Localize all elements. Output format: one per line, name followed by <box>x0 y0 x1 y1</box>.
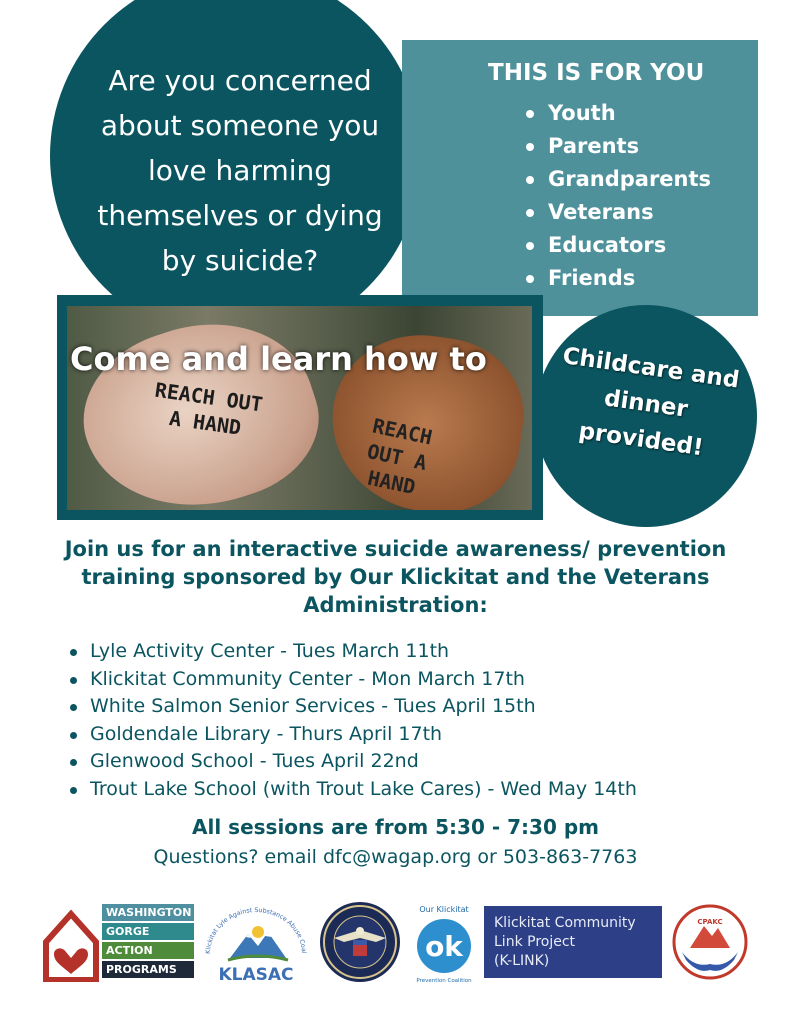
audience-item: Educators <box>522 229 711 262</box>
session-item: Goldendale Library - Thurs April 17th <box>68 721 637 749</box>
session-item: Lyle Activity Center - Tues March 11th <box>68 638 637 666</box>
session-item: White Salmon Senior Services - Tues April 15th <box>68 693 637 721</box>
cta-text: Come and learn how to <box>70 340 487 378</box>
wagap-logo <box>42 902 194 982</box>
audience-item: Grandparents <box>522 163 711 196</box>
audience-list <box>522 97 711 295</box>
klink-text <box>494 914 636 971</box>
session-list <box>68 638 637 803</box>
va-seal <box>320 902 400 982</box>
right-hand-writing: REACH OUT A HAND <box>365 413 435 500</box>
session-item: Klickitat Community Center - Mon March 17th <box>68 666 637 694</box>
cpakc-hands-icon <box>668 902 752 984</box>
session-item: Glenwood School - Tues April 22nd <box>68 748 637 776</box>
wagap-programs: PROGRAMS <box>102 961 194 978</box>
klink-line: (K-LINK) <box>494 953 550 969</box>
intro-text: Join us for an interactive suicide awareness/ prevention training sponsored by Our Klickitat and the Veterans Administration: <box>64 537 727 617</box>
klasac-arc-path: Klickitat Lyle Against Substance Abuse Coal <box>204 906 308 955</box>
our-klickitat-logo <box>410 900 478 984</box>
wagap-washington: WASHINGTON <box>102 904 194 921</box>
left-hand-writing: REACH OUT A HAND <box>153 377 265 440</box>
klink-line: Klickitat Community <box>494 915 636 931</box>
wagap-gorge: GORGE <box>102 923 194 940</box>
audience-item: Veterans <box>522 196 711 229</box>
klasac-text: KLASAC <box>218 965 294 984</box>
headline-question: Are you concerned about someone you love harming themselves or dying by suicide? <box>97 64 383 277</box>
ok-top-text: Our Klickitat <box>419 905 469 914</box>
cpakc-text: CPAKC <box>697 918 723 926</box>
ok-logo-icon <box>410 900 478 984</box>
ok-bottom-text: Prevention Coalition <box>416 978 472 984</box>
klink-line: Link Project <box>494 934 576 950</box>
klink-logo <box>484 906 662 978</box>
childcare-text: Childcare and dinner provided! <box>561 343 741 462</box>
house-heart-icon <box>42 908 100 982</box>
session-item: Trout Lake School (with Trout Lake Cares) - Wed May 14th <box>68 776 637 804</box>
klasac-logo <box>202 904 310 984</box>
audience-item: Parents <box>522 130 711 163</box>
klasac-mountain-icon <box>202 904 310 984</box>
hands-photo <box>67 306 532 510</box>
audience-title: THIS IS FOR YOU <box>488 60 705 86</box>
session-time: All sessions are from 5:30 - 7:30 pm <box>192 815 599 839</box>
audience-item: Friends <box>522 262 711 295</box>
cpakc-logo <box>668 902 752 984</box>
eagle-seal-icon <box>320 902 400 982</box>
wagap-action: ACTION <box>102 942 194 959</box>
contact-info: Questions? email dfc@wagap.org or 503-863-7763 <box>153 846 638 868</box>
ok-text: ok <box>425 930 463 963</box>
audience-item: Youth <box>522 97 711 130</box>
